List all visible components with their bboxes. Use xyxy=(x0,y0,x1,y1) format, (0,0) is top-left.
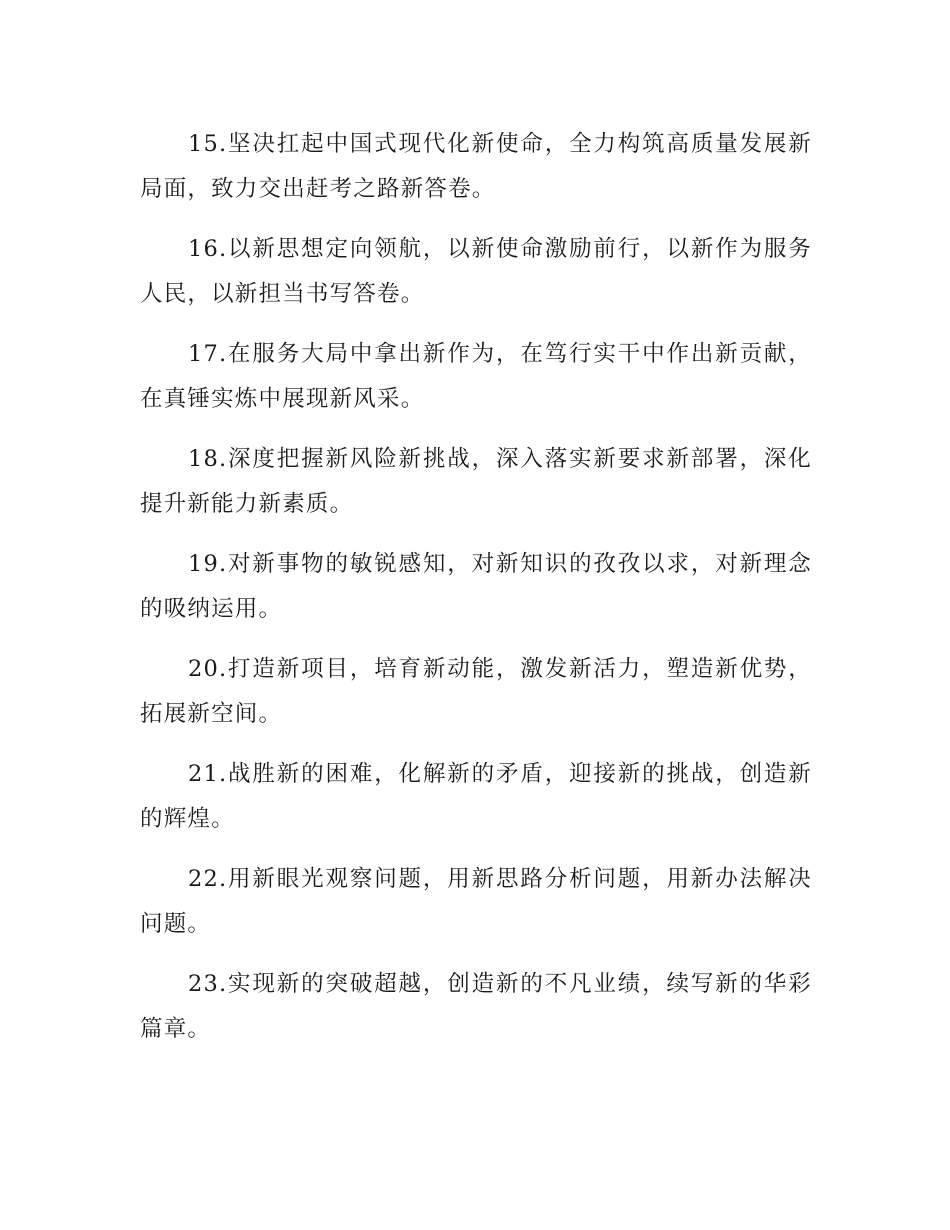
paragraph-23: 23.实现新的突破超越，创造新的不凡业绩，续写新的华彩篇章。 xyxy=(140,971,812,1042)
paragraph-17: 17.在服务大局中拿出新作为，在笃行实干中作出新贡献，在真锤实炼中展现新风采。 xyxy=(140,341,812,412)
document-body xyxy=(140,122,812,1067)
paragraph-16: 16.以新思想定向领航，以新使命激励前行，以新作为服务人民，以新担当书写答卷。 xyxy=(140,236,812,307)
paragraph-19: 19.对新事物的敏锐感知，对新知识的孜孜以求，对新理念的吸纳运用。 xyxy=(140,551,812,622)
paragraph-15: 15.坚决扛起中国式现代化新使命，全力构筑高质量发展新局面，致力交出赶考之路新答卷。 xyxy=(140,131,812,202)
paragraph-21: 21.战胜新的困难，化解新的矛盾，迎接新的挑战，创造新的辉煌。 xyxy=(140,761,812,832)
paragraph-22: 22.用新眼光观察问题，用新思路分析问题，用新办法解决问题。 xyxy=(140,866,812,937)
paragraph-18: 18.深度把握新风险新挑战，深入落实新要求新部署，深化提升新能力新素质。 xyxy=(140,446,812,517)
paragraph-20: 20.打造新项目，培育新动能，激发新活力，塑造新优势，拓展新空间。 xyxy=(140,656,812,727)
